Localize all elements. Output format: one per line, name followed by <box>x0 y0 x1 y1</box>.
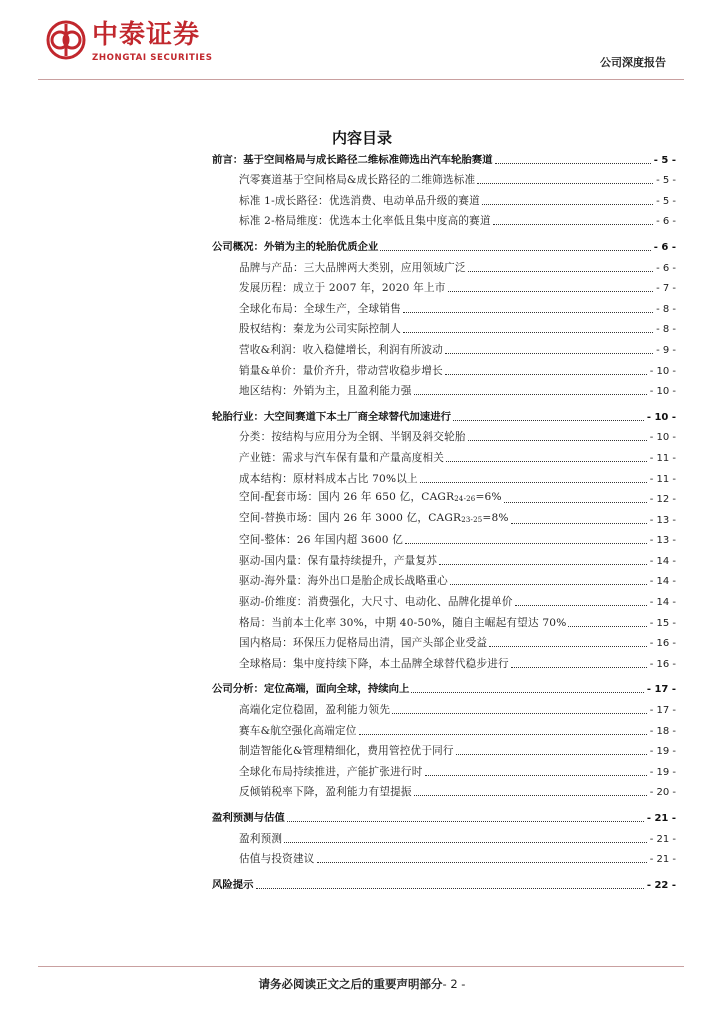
toc-entry-title <box>239 512 509 527</box>
toc-entry-title: 标准 1-成长路径：优选消费、电动单品升级的赛道 <box>239 194 480 207</box>
toc-subsection-entry[interactable] <box>239 424 676 445</box>
toc-page-number: - 5 - <box>653 154 676 166</box>
brand-name-en: ZHONGTAI SECURITIES <box>92 53 213 63</box>
toc-subsection-entry[interactable] <box>239 357 676 378</box>
toc-page-number: - 9 - <box>656 344 676 356</box>
toc-entry-title: 地区结构：外销为主，且盈利能力强 <box>239 385 412 398</box>
toc-entry-title: 公司概况：外销为主的轮胎优质企业 <box>212 240 379 253</box>
toc-page-number: - 21 - <box>649 854 676 866</box>
toc-title: 内容目录 <box>331 129 392 147</box>
toc-subsection-entry[interactable] <box>239 738 676 759</box>
toc-entry-subscript: 23-25 <box>461 515 483 524</box>
toc-subsection-entry[interactable] <box>239 208 676 229</box>
toc-page-number: - 13 - <box>649 535 676 547</box>
toc-entry-title: 分类：按结构与应用分为全钢、半钢及斜交轮胎 <box>239 431 466 444</box>
toc-entry-title <box>239 491 502 506</box>
toc-entry-title: 营收&利润：收入稳健增长，利润有所波动 <box>239 343 443 356</box>
toc-entry-title: 盈利预测 <box>239 832 283 845</box>
toc-page-number: - 21 - <box>646 813 676 824</box>
toc-section-entry[interactable] <box>212 676 676 697</box>
footer-divider <box>38 966 684 967</box>
toc-entry-title: 成本结构：原材料成本占比 70%以上 <box>239 472 418 485</box>
toc-entry-title: 品牌与产品：三大品牌两大类别，应用领域广泛 <box>239 261 466 274</box>
toc-page-number: - 10 - <box>649 365 676 377</box>
toc-subsection-entry[interactable] <box>239 609 676 630</box>
toc-entry-title: 估值与投资建议 <box>239 853 315 866</box>
toc-subsection-entry[interactable] <box>239 254 676 275</box>
toc-page-number: - 17 - <box>649 705 676 717</box>
toc-page-number: - 14 - <box>649 597 676 609</box>
toc-dot-leader <box>495 163 651 164</box>
toc-entry-title: 空间-整体：26 年国内超 3600 亿 <box>239 534 404 547</box>
toc-dot-leader <box>489 646 646 647</box>
toc-page-number: - 8 - <box>656 303 676 315</box>
toc-entry-title: 盈利预测与估值 <box>212 812 285 824</box>
toc-page-number: - 21 - <box>649 833 676 845</box>
toc-dot-leader <box>468 271 653 272</box>
toc-page-number: - 5 - <box>656 175 676 187</box>
report-type-label: 公司深度报告 <box>600 56 666 69</box>
toc-dot-leader <box>468 440 647 441</box>
toc-subsection-entry[interactable] <box>239 336 676 357</box>
toc-page-number: - 6 - <box>656 262 676 274</box>
toc-dot-leader <box>445 353 653 354</box>
toc-entry-title: 驱动-价维度：消费强化，大尺寸、电动化、品牌化提单价 <box>239 596 513 609</box>
toc-dot-leader <box>256 888 644 889</box>
toc-page-number: - 12 - <box>649 494 676 506</box>
toc-entry-title: 前言：基于空间格局与成长路径二维标准筛选出汽车轮胎赛道 <box>212 153 493 166</box>
toc-page-number: - 19 - <box>649 766 676 778</box>
toc-entry-title: 制造智能化&管理精细化，费用管控优于同行 <box>239 745 454 758</box>
toc-subsection-entry[interactable] <box>239 547 676 568</box>
toc-entry-title: 产业链：需求与汽车保有量和产量高度相关 <box>239 451 445 464</box>
toc-subsection-entry[interactable] <box>239 486 676 507</box>
toc-dot-leader <box>439 564 647 565</box>
toc-dot-leader <box>317 862 647 863</box>
toc-dot-leader <box>504 502 647 503</box>
toc-entry-subscript: 24-26 <box>454 495 476 504</box>
toc-subsection-entry[interactable] <box>239 696 676 717</box>
toc-entry-title: 驱动-国内量：保有量持续提升，产量复苏 <box>239 554 438 567</box>
toc-page-number: - 11 - <box>649 473 676 485</box>
toc-page-number: - 20 - <box>649 787 676 799</box>
toc-dot-leader <box>287 821 644 822</box>
toc-subsection-entry[interactable] <box>239 316 676 337</box>
toc-page-number: - 14 - <box>649 555 676 567</box>
toc-dot-leader <box>380 250 651 251</box>
toc-page-number: - 6 - <box>656 216 676 228</box>
toc-dot-leader <box>448 291 654 292</box>
toc-subsection-entry[interactable] <box>239 275 676 296</box>
toc-dot-leader <box>511 523 647 524</box>
toc-dot-leader <box>420 482 647 483</box>
toc-page-number: - 6 - <box>653 241 676 253</box>
toc-dot-leader <box>493 224 653 225</box>
page-footer <box>0 976 724 992</box>
toc-page-number: - 18 - <box>649 725 676 737</box>
toc-subsection-entry[interactable] <box>239 758 676 779</box>
toc-page-number: - 13 - <box>649 514 676 526</box>
zhongtai-logo-icon <box>46 20 86 60</box>
toc-dot-leader <box>450 584 647 585</box>
toc-dot-leader <box>392 713 647 714</box>
toc-page-number: - 15 - <box>649 617 676 629</box>
brand-name-cn: 中泰证券 <box>92 20 201 50</box>
toc-entry-title: 汽零赛道基于空间格局&成长路径的二维筛选标准 <box>239 174 476 187</box>
toc-dot-leader <box>414 394 647 395</box>
toc-entry-title-suffix: =8% <box>482 511 509 524</box>
toc-page-number: - 7 - <box>656 283 676 295</box>
toc-page-number: - 10 - <box>646 411 676 423</box>
toc-entry-title: 股权结构：秦龙为公司实际控制人 <box>239 323 401 336</box>
toc-entry-title: 发展历程：成立于 2007 年，2020 年上市 <box>239 282 446 295</box>
toc-section-entry[interactable] <box>212 403 676 424</box>
toc-page-number: - 14 - <box>649 576 676 588</box>
toc-dot-leader <box>511 667 647 668</box>
toc-entry-title: 驱动-海外量：海外出口是胎企成长战略重心 <box>239 575 448 588</box>
toc-subsection-entry[interactable] <box>239 779 676 800</box>
toc-entry-title: 反倾销税率下降，盈利能力有望提振 <box>239 786 412 799</box>
toc-dot-leader <box>405 543 647 544</box>
toc-page-number: - 10 - <box>649 432 676 444</box>
header-divider <box>38 79 684 80</box>
toc-dot-leader <box>482 204 653 205</box>
toc-page-number: - 16 - <box>649 658 676 670</box>
toc-subsection-entry[interactable] <box>239 378 676 399</box>
toc-entry-title: 高端化定位稳固，盈利能力领先 <box>239 704 391 717</box>
table-of-contents <box>212 146 676 892</box>
toc-dot-leader <box>456 754 647 755</box>
toc-section-entry[interactable] <box>212 871 676 892</box>
toc-entry-title: 全球格局：集中度持续下降，本土品牌全球替代稳步进行 <box>239 657 509 670</box>
toc-dot-leader <box>411 692 643 693</box>
toc-dot-leader <box>359 734 647 735</box>
toc-entry-title: 标准 2-格局维度：优选本土化率低且集中度高的赛道 <box>239 215 491 228</box>
toc-subsection-entry[interactable] <box>239 846 676 867</box>
toc-dot-leader <box>425 775 647 776</box>
toc-subsection-entry[interactable] <box>239 717 676 738</box>
toc-dot-leader <box>403 332 653 333</box>
toc-entry-title-suffix: =6% <box>475 491 502 504</box>
toc-section-entry[interactable] <box>212 233 676 254</box>
toc-page-number: - 22 - <box>646 879 676 891</box>
toc-subsection-entry[interactable] <box>239 187 676 208</box>
toc-page-number: - 16 - <box>649 638 676 650</box>
toc-dot-leader <box>453 420 644 421</box>
toc-entry-title-text: 空间-替换市场：国内 26 年 3000 亿，CAGR <box>239 511 462 524</box>
toc-subsection-entry[interactable] <box>239 506 676 527</box>
toc-subsection-entry[interactable] <box>239 588 676 609</box>
toc-section-entry[interactable] <box>212 146 676 167</box>
toc-subsection-entry[interactable] <box>239 630 676 651</box>
toc-subsection-entry[interactable] <box>239 527 676 548</box>
toc-page-number: - 5 - <box>656 195 676 207</box>
toc-entry-title: 全球化布局：全球生产，全球销售 <box>239 302 401 315</box>
toc-entry-title-text: 空间-配套市场：国内 26 年 650 亿，CAGR <box>239 491 455 504</box>
toc-subsection-entry[interactable] <box>239 295 676 316</box>
toc-page-number: - 17 - <box>646 684 676 696</box>
toc-entry-title: 格局：当前本土化率 30%，中期 40-50%，随自主崛起有望达 70% <box>239 616 567 629</box>
toc-page-number: - 8 - <box>656 324 676 336</box>
toc-subsection-entry[interactable] <box>239 167 676 188</box>
page-header <box>0 0 724 90</box>
toc-subsection-entry[interactable] <box>239 568 676 589</box>
toc-page-number: - 10 - <box>649 386 676 398</box>
toc-section-entry[interactable] <box>212 804 676 825</box>
toc-subsection-entry[interactable] <box>239 825 676 846</box>
toc-entry-title: 国内格局：环保压力促格局出清，国产头部企业受益 <box>239 637 488 650</box>
toc-dot-leader <box>403 312 653 313</box>
toc-dot-leader <box>446 461 647 462</box>
toc-dot-leader <box>445 374 647 375</box>
toc-entry-title: 公司分析：定位高端，面向全球，持续向上 <box>212 683 410 696</box>
toc-dot-leader <box>515 605 647 606</box>
toc-dot-leader <box>414 795 647 796</box>
footer-disclaimer: 请务必阅读正文之后的重要声明部分 <box>258 977 443 991</box>
toc-dot-leader <box>477 183 653 184</box>
toc-entry-title: 销量&单价：量价齐升，带动营收稳步增长 <box>239 364 443 377</box>
toc-entry-title: 赛车&航空强化高端定位 <box>239 724 357 737</box>
toc-page-number: - 11 - <box>649 452 676 464</box>
toc-subsection-entry[interactable] <box>239 650 676 671</box>
toc-page-number: - 19 - <box>649 746 676 758</box>
toc-subsection-entry[interactable] <box>239 465 676 486</box>
toc-entry-title: 风险提示 <box>212 878 254 891</box>
footer-page-number: - 2 - <box>442 977 466 991</box>
toc-subsection-entry[interactable] <box>239 444 676 465</box>
toc-entry-title: 全球化布局持续推进，产能扩张进行时 <box>239 765 423 778</box>
toc-dot-leader <box>284 842 647 843</box>
toc-dot-leader <box>568 626 646 627</box>
toc-entry-title: 轮胎行业：大空间赛道下本土厂商全球替代加速进行 <box>212 410 451 423</box>
